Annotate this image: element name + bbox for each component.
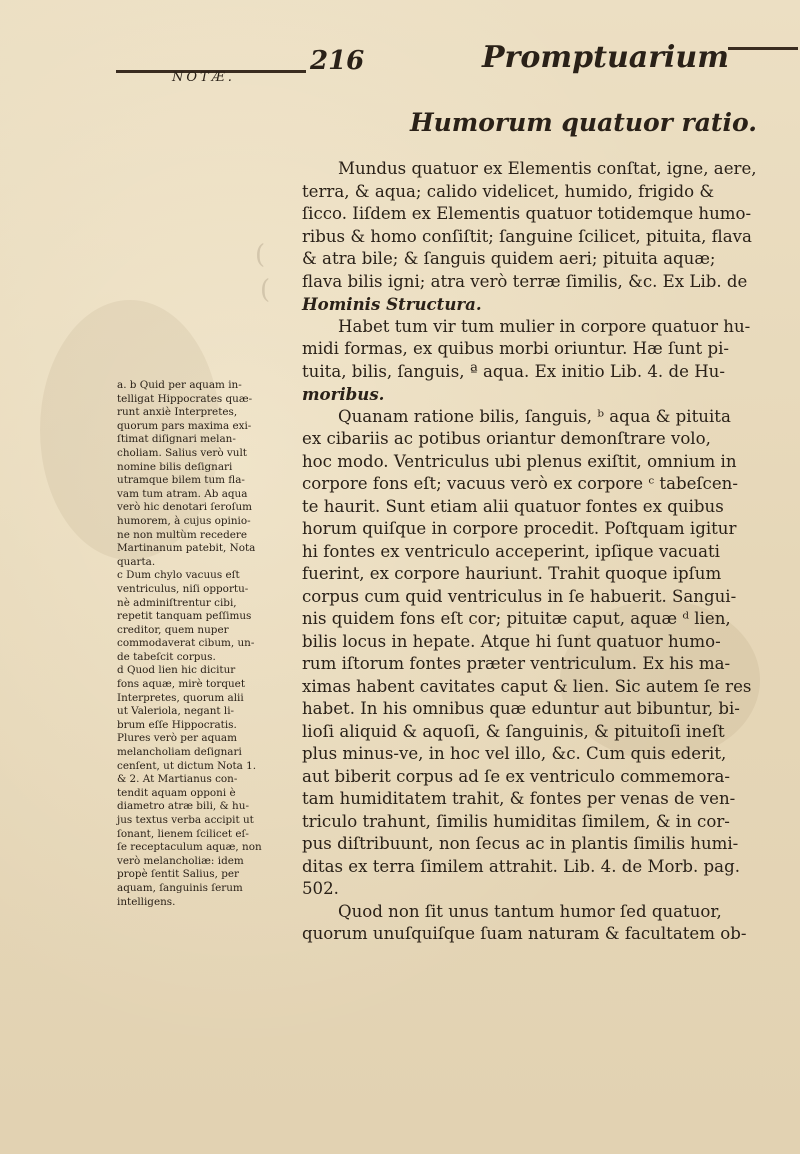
note-line: verò melancholiæ: idem (117, 854, 244, 867)
text-line: te haurit. Sunt etiam alii quatuor fontes ex quibus (302, 496, 724, 516)
note-line: choliam. Salius verò vult (117, 446, 247, 459)
note-line: & 2. At Martianus con- (117, 773, 238, 786)
note-line: ſtimat diſignari melan- (117, 433, 236, 446)
note-line: brum eſſe Hippocratis. (117, 718, 237, 731)
text-line: quorum unuſquiſque ſuam naturam & facultatem ob- (302, 924, 747, 943)
note-line: ne non multùm recedere (117, 528, 247, 541)
margin-notes-column (117, 379, 307, 909)
text-line: midi formas, ex quibus morbi oriuntur. Hæ ſunt pi- (302, 339, 729, 358)
notes-heading: NOTÆ. (172, 70, 235, 85)
text-line: horum quiſque in corpore procedit. Poſtquam igitur (302, 519, 737, 538)
text-line: fuerint, ex corpore hauriunt. Trahit quoque ipſum (302, 564, 722, 583)
main-text-column (302, 158, 792, 946)
note-line: de tabeſcit corpus. (117, 650, 216, 663)
note-line: aquam, ſanguinis ſerum (117, 881, 243, 894)
text-line: Habet tum vir tum mulier in corpore quatuor hu- (338, 316, 751, 336)
note-line: tendit aquam opponi è (117, 786, 236, 799)
text-line: tuita, bilis, ſanguis, ª aqua. Ex initio Lib. 4. de Hu- (302, 361, 725, 381)
note-line: intelligens. (117, 895, 176, 908)
note-line: fons aquæ, mirè torquet (117, 678, 246, 691)
note-line: ut Valeriola, negant li- (117, 705, 235, 718)
note-line: commodaverat cibum, un- (117, 637, 255, 650)
text-line: Mundus quatuor ex Elementis conſtat, igne, aere, (338, 159, 757, 178)
text-line: terra, & aqua; calido videlicet, humido, frigido & (302, 181, 715, 201)
text-line: corpore fons eſt; vacuus verò ex corpore ᶜ tabeſcen- (302, 474, 738, 493)
text-line: triculo trahunt, ſimilis humiditas ſimilem, & in cor- (302, 811, 730, 831)
note-line: nomine bilis deſignari (117, 460, 233, 473)
header-rule-right (728, 47, 798, 50)
text-line: hi fontes ex ventriculo acceperint, ipſique vacuati (302, 541, 720, 561)
chapter-title: Humorum quatuor ratio. (410, 108, 757, 137)
text-line: & atra bile; & ſanguis quidem aeri; pituita aquæ; (302, 249, 716, 268)
text-line: lioſi aliquid & aquoſi, & ſanguinis, & pituitoſi ineſt (302, 721, 725, 741)
note-line: repetit tanquam peſſimus (117, 610, 252, 623)
text-line: Quod non ſit unus tantum humor ſed quatuor, (338, 901, 722, 921)
text-line: 502. (302, 879, 339, 898)
text-line: corpus cum quid ventriculus in ſe habuerit. Sangui- (302, 586, 737, 606)
note-line: Martinanum patebit, Nota (117, 542, 256, 555)
text-line: nis quidem fons eſt cor; pituitæ caput, aquæ ᵈ lien, (302, 609, 731, 628)
note-line: ſonant, lienem ſcilicet eſ- (117, 827, 249, 840)
text-line: ſicco. Iiſdem ex Elementis quatuor totidemque humo- (302, 204, 752, 223)
text-line: Quanam ratione bilis, ſanguis, ᵇ aqua & pituita (338, 406, 731, 426)
note-line: c Dum chylo vacuus eſt (117, 569, 240, 582)
text-line: ex cibariis ac potibus oriantur demonſtrare volo, (302, 429, 711, 448)
text-line: aut biberit corpus ad ſe ex ventriculo commemora- (302, 766, 730, 786)
text-line: ximas habent cavitates caput & lien. Sic autem ſe res (302, 676, 752, 696)
note-line: quorum pars maxima exi- (117, 419, 252, 432)
text-line: flava bilis igni; atra verò terræ ſimilis, &c. Ex Lib. de (302, 271, 748, 291)
text-line: plus minus-ve, in hoc vel illo, &c. Cum quis ederit, (302, 744, 727, 763)
note-line: nè adminiſtrentur cibi, (117, 596, 237, 609)
note-line: creditor, quem nuper (117, 623, 229, 636)
bleed-through-mark: ( (260, 275, 271, 305)
note-line: melancholiam deſignari (117, 746, 242, 759)
note-line: d Quod lien hic dicitur (117, 664, 236, 677)
text-line: bilis locus in hepate. Atque hi ſunt quatuor humo- (302, 631, 721, 651)
bleed-through-mark: ( (255, 240, 266, 270)
running-title: Promptuarium (482, 40, 729, 75)
note-line: humorem, à cujus opinio- (117, 514, 251, 527)
note-line: runt anxiè Interpretes, (117, 406, 238, 419)
text-line: ditas ex terra ſimilem attrahit. Lib. 4. de Morb. pag. (302, 856, 740, 876)
page-number: 216 (310, 46, 365, 76)
note-line: propè ſentit Salius, per (117, 868, 239, 881)
note-line: cenſent, ut dictum Nota 1. (117, 759, 257, 772)
text-line: hoc modo. Ventriculus ubi plenus exiſtit, omnium in (302, 451, 737, 471)
note-line: quarta. (117, 555, 156, 568)
text-line: rum iſtorum fontes præter ventriculum. Ex his ma- (302, 654, 731, 673)
note-line: Plures verò per aquam (117, 732, 237, 745)
text-line: habet. In his omnibus quæ eduntur aut bibuntur, bi- (302, 699, 740, 718)
text-line: Hominis Structura. (302, 294, 482, 314)
note-line: diametro atræ bili, & hu- (117, 800, 249, 813)
text-line: moribus. (302, 384, 385, 404)
note-line: a. b Quid per aquam in- (117, 379, 242, 391)
text-line: tam humiditatem trahit, & fontes per venas de ven- (302, 789, 736, 808)
note-line: verò hic denotari ſeroſum (117, 501, 253, 514)
note-line: jus textus verba accipit ut (117, 814, 254, 826)
note-line: Interpretes, quorum alii (117, 691, 244, 704)
note-line: telligat Hippocrates quæ- (117, 392, 253, 405)
note-line: vam tum atram. Ab aqua (117, 487, 248, 500)
text-line: ribus & homo conſiſtit; ſanguine ſcilicet, pituita, flava (302, 226, 752, 246)
note-line: ventriculus, niſi opportu- (117, 582, 249, 595)
note-line: ſe receptaculum aquæ, non (117, 841, 262, 854)
note-line: utramque bilem tum fla- (117, 474, 245, 487)
text-line: pus diſtribuunt, non ſecus ac in plantis ſimilis humi- (302, 834, 739, 853)
